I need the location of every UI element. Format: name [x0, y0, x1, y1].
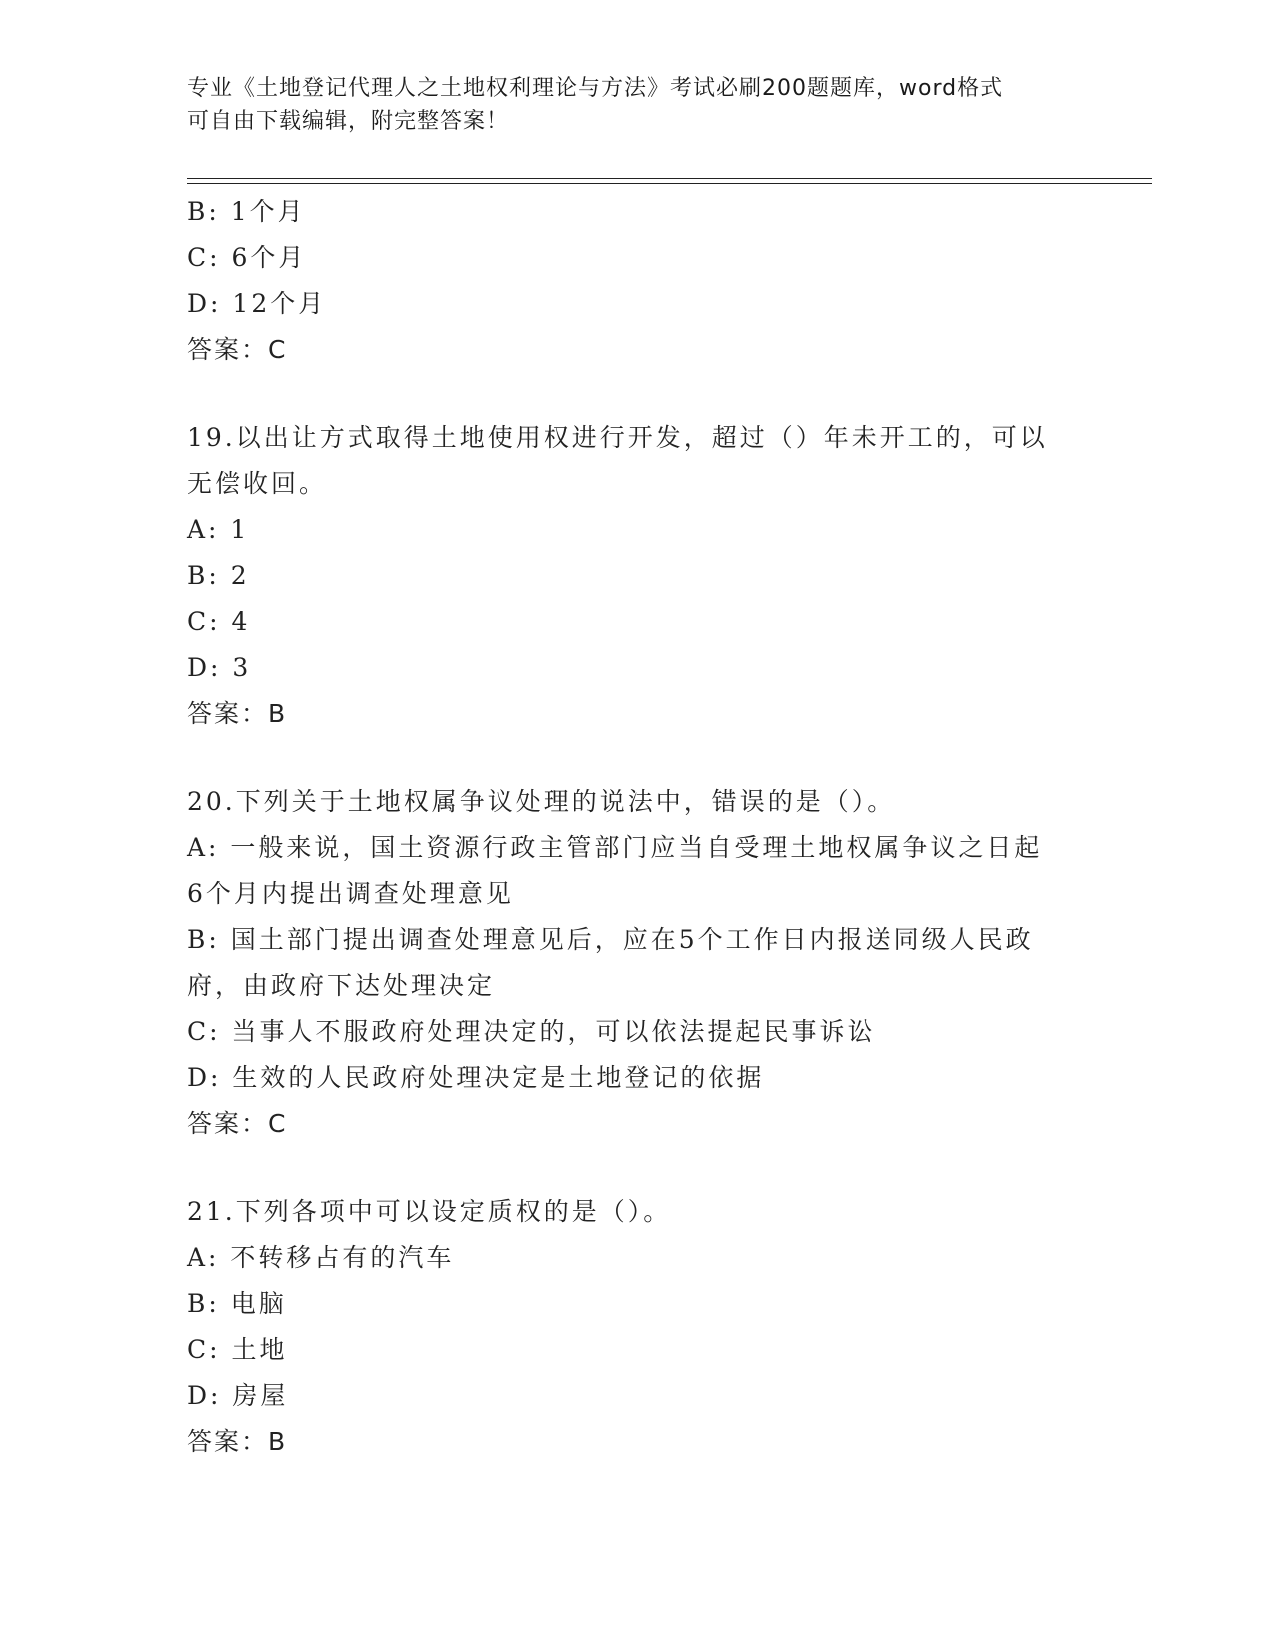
question-20 — [187, 779, 1067, 1147]
header-line-1: 专业《土地登记代理人之土地权利理论与方法》考试必刷200题题库，word格式 — [187, 76, 1004, 101]
option-b-line-2: 府，由政府下达处理决定 — [187, 971, 496, 1000]
question-content — [187, 189, 1067, 1465]
option-d: D: 生效的人民政府处理决定是土地登记的依据 — [187, 1063, 765, 1092]
option-c: C: 当事人不服政府处理决定的，可以依法提起民事诉讼 — [187, 1017, 876, 1046]
header-divider-bottom — [187, 183, 1152, 184]
answer-label: 答案：B — [187, 1427, 288, 1456]
header-line-2: 可自由下载编辑，附完整答案！ — [187, 109, 510, 134]
document-header — [187, 72, 1067, 138]
option-b-line-1: B: 国土部门提出调查处理意见后，应在5个工作日内报送同级人民政 — [187, 925, 1034, 954]
question-19 — [187, 415, 1067, 737]
answer-label: 答案：B — [187, 699, 288, 728]
question-18-partial — [187, 189, 1067, 373]
header-divider-top — [187, 178, 1152, 179]
option-a-line-2: 6个月内提出调查处理意见 — [187, 879, 514, 908]
question-21 — [187, 1189, 1067, 1465]
option-a: A: 1 — [187, 515, 250, 544]
question-text-line-1: 21.下列各项中可以设定质权的是（）。 — [187, 1197, 672, 1226]
option-c: C: 4 — [187, 607, 251, 636]
question-text-line-2: 无偿收回。 — [187, 469, 328, 498]
question-text-line-1: 19.以出让方式取得土地使用权进行开发，超过（）年未开工的，可以 — [187, 423, 1048, 452]
option-b: B: 2 — [187, 561, 250, 590]
option-d: D: 12个月 — [187, 289, 327, 318]
option-c: C: 土地 — [187, 1335, 288, 1364]
option-d: D: 3 — [187, 653, 252, 682]
answer-label: 答案：C — [187, 1109, 288, 1138]
option-a: A: 不转移占有的汽车 — [187, 1243, 455, 1272]
option-c: C: 6个月 — [187, 243, 307, 272]
question-text-line-1: 20.下列关于土地权属争议处理的说法中，错误的是（）。 — [187, 787, 896, 816]
answer-label: 答案：C — [187, 335, 288, 364]
option-b: B: 1个月 — [187, 197, 306, 226]
option-a-line-1: A: 一般来说，国土资源行政主管部门应当自受理土地权属争议之日起 — [187, 833, 1043, 862]
option-b: B: 电脑 — [187, 1289, 287, 1318]
option-d: D: 房屋 — [187, 1381, 289, 1410]
